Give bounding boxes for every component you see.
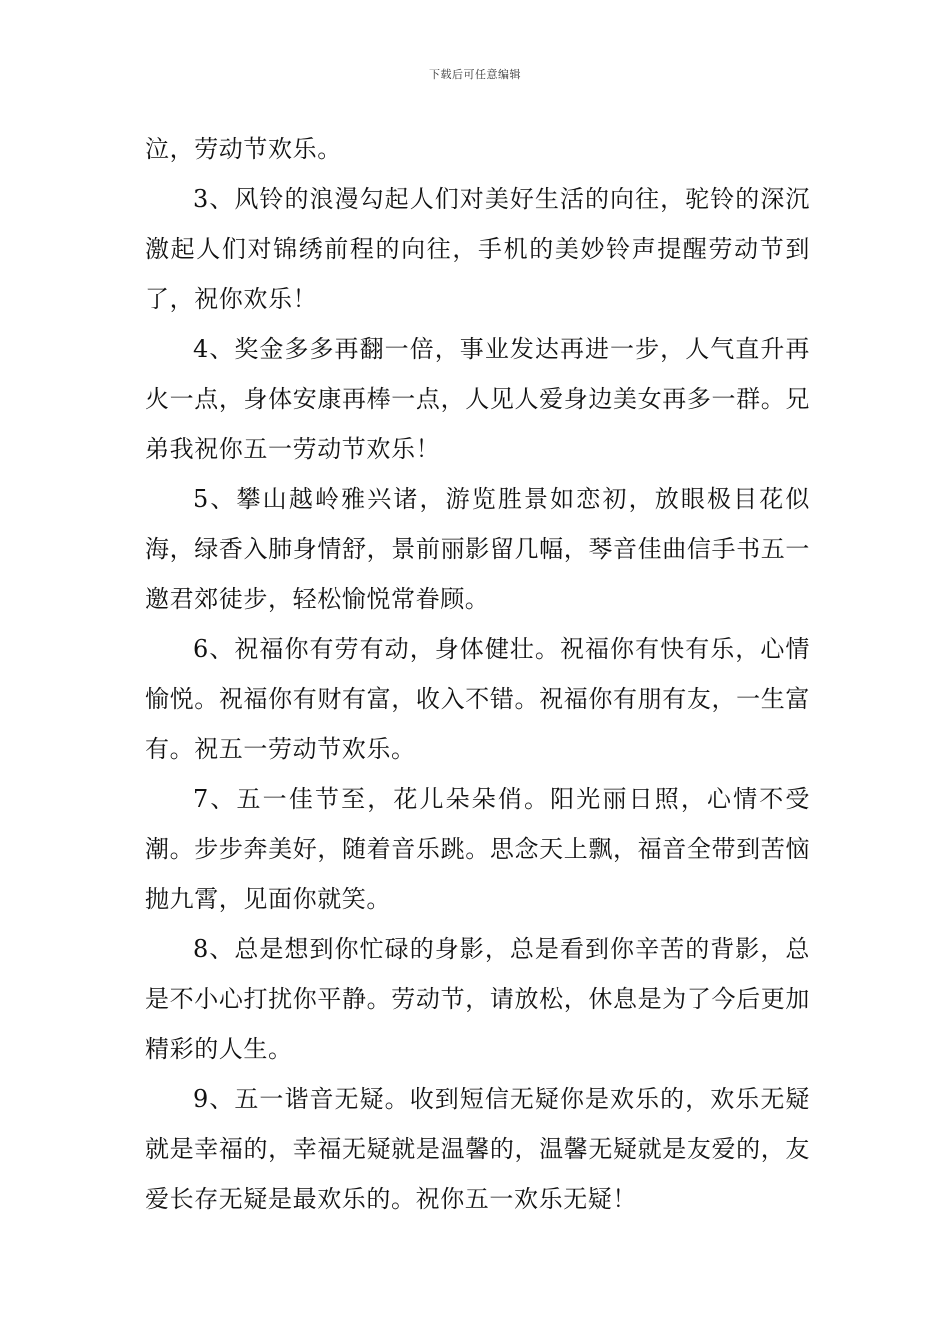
paragraph-item-7: 7、五一佳节至，花儿朵朵俏。阳光丽日照，心情不受潮。步步奔美好，随着音乐跳。思念天上飘，福音全带到苦恼抛九霄，见面你就笑。 (145, 785, 810, 913)
document-body (145, 124, 810, 1224)
paragraph-item-5: 5、攀山越岭雅兴诸，游览胜景如恋初，放眼极目花似海，绿香入肺身情舒，景前丽影留几幅，琴音佳曲信手书五一邀君郊徒步，轻松愉悦常眷顾。 (145, 485, 810, 613)
paragraph-continuation: 泣，劳动节欢乐。 (145, 135, 342, 163)
paragraph-item-6: 6、祝福你有劳有动，身体健壮。祝福你有快有乐，心情愉悦。祝福你有财有富，收入不错。祝福你有朋有友，一生富有。祝五一劳动节欢乐。 (145, 635, 810, 763)
page-header-note: 下载后可任意编辑 (429, 68, 521, 81)
paragraph-item-4: 4、奖金多多再翻一倍，事业发达再进一步，人气直升再火一点，身体安康再棒一点，人见人爱身边美女再多一群。兄弟我祝你五一劳动节欢乐！ (145, 335, 810, 463)
paragraph-item-9: 9、五一谐音无疑。收到短信无疑你是欢乐的，欢乐无疑就是幸福的，幸福无疑就是温馨的，温馨无疑就是友爱的，友爱长存无疑是最欢乐的。祝你五一欢乐无疑！ (145, 1085, 810, 1213)
paragraph-item-3: 3、风铃的浪漫勾起人们对美好生活的向往，驼铃的深沉激起人们对锦绣前程的向往，手机的美妙铃声提醒劳动节到了，祝你欢乐！ (145, 185, 810, 313)
paragraph-item-8: 8、总是想到你忙碌的身影，总是看到你辛苦的背影，总是不小心打扰你平静。劳动节，请放松，休息是为了今后更加精彩的人生。 (145, 935, 810, 1063)
